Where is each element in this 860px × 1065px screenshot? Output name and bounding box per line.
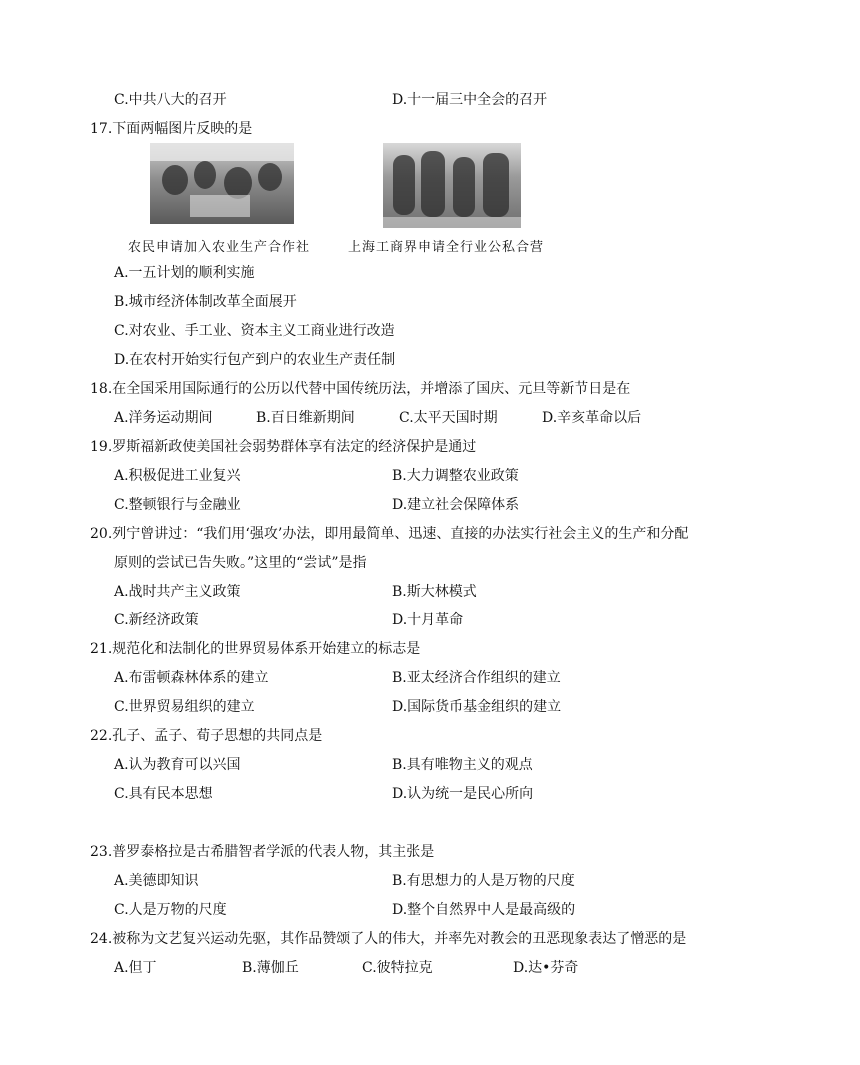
q16-option-c: C.中共八大的召开: [114, 92, 227, 108]
q17-option-c: C.对农业、手工业、资本主义工商业进行改造: [114, 323, 395, 339]
q17-option-a: A.一五计划的顺利实施: [114, 265, 255, 281]
q21-option-b: B.亚太经济合作组织的建立: [392, 670, 561, 686]
q23-option-c: C.人是万物的尺度: [114, 902, 227, 918]
q19-option-c: C.整顿银行与金融业: [114, 497, 241, 513]
q22-option-d: D.认为统一是民心所向: [392, 786, 534, 802]
q18-option-b: B.百日维新期间: [256, 410, 355, 426]
caption-farmers-cooperative: 农民申请加入农业生产合作社: [128, 240, 311, 255]
q20-stem-line1: 20.列宁曾讲过：“我们用‘强攻’办法，即用最简单、迅速、直接的办法实行社会主义的生产和分配: [90, 526, 689, 542]
q16-option-d: D.十一届三中全会的召开: [392, 92, 548, 108]
q20-stem-line2: 原则的尝试已告失败。”这里的“尝试”是指: [114, 555, 367, 571]
q23-option-b: B.有思想力的人是万物的尺度: [392, 873, 575, 889]
q22-option-b: B.具有唯物主义的观点: [392, 757, 533, 773]
caption-shanghai-joint-ownership: 上海工商界申请全行业公私合营: [348, 240, 545, 255]
q24-option-a: A.但丁: [114, 960, 157, 976]
q17-option-d: D.在农村开始实行包产到户的农业生产责任制: [114, 352, 396, 368]
q19-option-b: B.大力调整农业政策: [392, 468, 519, 484]
q21-option-a: A.布雷顿森林体系的建立: [114, 670, 269, 686]
q22-stem: 22.孔子、孟子、荀子思想的共同点是: [90, 728, 323, 744]
q20-option-c: C.新经济政策: [114, 612, 199, 628]
q18-stem: 18.在全国采用国际通行的公历以代替中国传统历法，并增添了国庆、元旦等新节日是在: [90, 381, 631, 397]
photo-shanghai-joint-ownership: [383, 143, 521, 228]
q24-option-c: C.彼特拉克: [362, 960, 433, 976]
q17-option-b: B.城市经济体制改革全面展开: [114, 294, 297, 310]
q18-option-c: C.太平天国时期: [399, 410, 498, 426]
q20-option-a: A.战时共产主义政策: [114, 584, 241, 600]
q23-option-d: D.整个自然界中人是最高级的: [392, 902, 576, 918]
q24-option-d: D.达•芬奇: [513, 960, 579, 976]
q23-stem: 23.普罗泰格拉是古希腊智者学派的代表人物，其主张是: [90, 844, 435, 860]
q20-option-d: D.十月革命: [392, 612, 464, 628]
q22-option-c: C.具有民本思想: [114, 786, 213, 802]
q19-stem: 19.罗斯福新政使美国社会弱势群体享有法定的经济保护是通过: [90, 439, 477, 455]
q24-option-b: B.薄伽丘: [242, 960, 299, 976]
q23-option-a: A.美德即知识: [114, 873, 199, 889]
q17-stem: 17.下面两幅图片反映的是: [90, 121, 253, 137]
q21-option-c: C.世界贸易组织的建立: [114, 699, 255, 715]
q20-option-b: B.斯大林模式: [392, 584, 477, 600]
q22-option-a: A.认为教育可以兴国: [114, 757, 241, 773]
q19-option-d: D.建立社会保障体系: [392, 497, 520, 513]
q18-option-a: A.洋务运动期间: [114, 410, 213, 426]
q18-option-d: D.辛亥革命以后: [542, 410, 642, 426]
q24-stem: 24.被称为文艺复兴运动先驱，其作品赞颂了人的伟大，并率先对教会的丑恶现象表达了憎恶的是: [90, 931, 687, 947]
q21-stem: 21.规范化和法制化的世界贸易体系开始建立的标志是: [90, 641, 421, 657]
q21-option-d: D.国际货币基金组织的建立: [392, 699, 562, 715]
photo-farmers-cooperative: [150, 143, 294, 224]
q19-option-a: A.积极促进工业复兴: [114, 468, 241, 484]
